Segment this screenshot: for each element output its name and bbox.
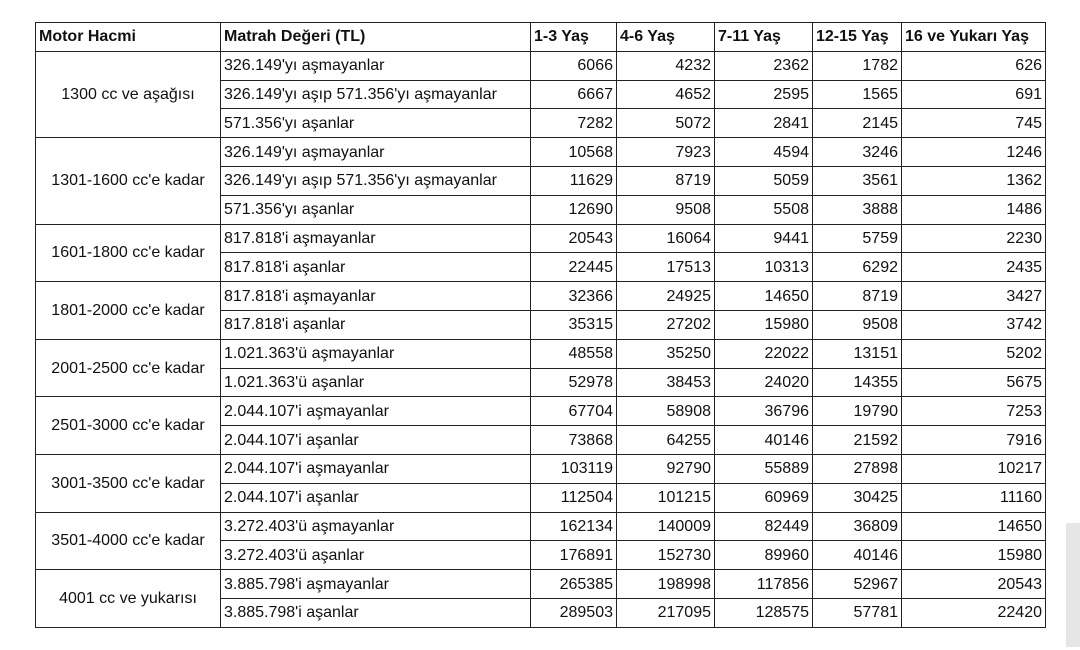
table-row [36, 397, 1046, 426]
tax-base-cell: 817.818'i aşmayanlar [221, 224, 531, 253]
engine-cell: 1301-1600 cc'e kadar [36, 138, 221, 224]
tax-amount-cell: 21592 [813, 426, 902, 455]
tax-amount-cell: 27898 [813, 454, 902, 483]
tax-amount-cell: 36796 [715, 397, 813, 426]
tax-amount-cell: 7253 [902, 397, 1046, 426]
mtv-table [35, 22, 1046, 628]
tax-amount-cell: 8719 [813, 282, 902, 311]
engine-cell: 4001 cc ve yukarısı [36, 570, 221, 628]
tax-amount-cell: 691 [902, 80, 1046, 109]
header-age-16-plus: 16 ve Yukarı Yaş [902, 23, 1046, 52]
tax-amount-cell: 22022 [715, 339, 813, 368]
tax-amount-cell: 745 [902, 109, 1046, 138]
header-age-4-6: 4-6 Yaş [617, 23, 715, 52]
tax-amount-cell: 3246 [813, 138, 902, 167]
tax-amount-cell: 5202 [902, 339, 1046, 368]
tax-amount-cell: 17513 [617, 253, 715, 282]
tax-amount-cell: 6066 [531, 51, 617, 80]
tax-base-cell: 326.149'yı aşmayanlar [221, 51, 531, 80]
tax-amount-cell: 4594 [715, 138, 813, 167]
tax-amount-cell: 36809 [813, 512, 902, 541]
tax-amount-cell: 2145 [813, 109, 902, 138]
tax-base-cell: 817.818'i aşmayanlar [221, 282, 531, 311]
tax-amount-cell: 10217 [902, 454, 1046, 483]
tax-amount-cell: 5508 [715, 195, 813, 224]
tax-amount-cell: 73868 [531, 426, 617, 455]
tax-amount-cell: 112504 [531, 483, 617, 512]
scrollbar[interactable] [1066, 523, 1080, 647]
tax-base-cell: 3.885.798'i aşanlar [221, 598, 531, 627]
tax-amount-cell: 14650 [715, 282, 813, 311]
tax-base-cell: 326.149'yı aşıp 571.356'yı aşmayanlar [221, 166, 531, 195]
tax-amount-cell: 9441 [715, 224, 813, 253]
tax-amount-cell: 8719 [617, 166, 715, 195]
tax-amount-cell: 152730 [617, 541, 715, 570]
tax-base-cell: 1.021.363'ü aşanlar [221, 368, 531, 397]
engine-cell: 1300 cc ve aşağısı [36, 51, 221, 137]
tax-base-cell: 1.021.363'ü aşmayanlar [221, 339, 531, 368]
tax-base-cell: 817.818'i aşanlar [221, 253, 531, 282]
tax-amount-cell: 27202 [617, 310, 715, 339]
tax-amount-cell: 35315 [531, 310, 617, 339]
tax-amount-cell: 15980 [715, 310, 813, 339]
tax-amount-cell: 1486 [902, 195, 1046, 224]
tax-amount-cell: 3561 [813, 166, 902, 195]
tax-amount-cell: 22420 [902, 598, 1046, 627]
tax-amount-cell: 6292 [813, 253, 902, 282]
tax-amount-cell: 19790 [813, 397, 902, 426]
table-row [36, 282, 1046, 311]
tax-amount-cell: 12690 [531, 195, 617, 224]
tax-base-cell: 571.356'yı aşanlar [221, 109, 531, 138]
tax-base-cell: 3.272.403'ü aşmayanlar [221, 512, 531, 541]
tax-amount-cell: 7916 [902, 426, 1046, 455]
header-age-7-11: 7-11 Yaş [715, 23, 813, 52]
tax-amount-cell: 2362 [715, 51, 813, 80]
tax-amount-cell: 626 [902, 51, 1046, 80]
engine-cell: 2001-2500 cc'e kadar [36, 339, 221, 397]
tax-base-cell: 3.885.798'i aşmayanlar [221, 570, 531, 599]
table-row [36, 339, 1046, 368]
tax-amount-cell: 5059 [715, 166, 813, 195]
tax-base-cell: 2.044.107'i aşmayanlar [221, 397, 531, 426]
tax-amount-cell: 289503 [531, 598, 617, 627]
tax-amount-cell: 5072 [617, 109, 715, 138]
engine-cell: 3001-3500 cc'e kadar [36, 454, 221, 512]
tax-amount-cell: 1565 [813, 80, 902, 109]
tax-amount-cell: 3742 [902, 310, 1046, 339]
tax-amount-cell: 7282 [531, 109, 617, 138]
tax-amount-cell: 22445 [531, 253, 617, 282]
tax-amount-cell: 32366 [531, 282, 617, 311]
table-row [36, 512, 1046, 541]
engine-cell: 3501-4000 cc'e kadar [36, 512, 221, 570]
tax-amount-cell: 10568 [531, 138, 617, 167]
tax-amount-cell: 16064 [617, 224, 715, 253]
header-age-1-3: 1-3 Yaş [531, 23, 617, 52]
tax-amount-cell: 176891 [531, 541, 617, 570]
tax-amount-cell: 52967 [813, 570, 902, 599]
tax-base-cell: 3.272.403'ü aşanlar [221, 541, 531, 570]
tax-base-cell: 326.149'yı aşmayanlar [221, 138, 531, 167]
tax-amount-cell: 82449 [715, 512, 813, 541]
tax-amount-cell: 5759 [813, 224, 902, 253]
tax-amount-cell: 48558 [531, 339, 617, 368]
table-row [36, 570, 1046, 599]
header-base: Matrah Değeri (TL) [221, 23, 531, 52]
tax-amount-cell: 1246 [902, 138, 1046, 167]
tax-amount-cell: 11160 [902, 483, 1046, 512]
tax-amount-cell: 20543 [531, 224, 617, 253]
tax-amount-cell: 217095 [617, 598, 715, 627]
tax-amount-cell: 57781 [813, 598, 902, 627]
tax-base-cell: 2.044.107'i aşanlar [221, 483, 531, 512]
engine-cell: 1801-2000 cc'e kadar [36, 282, 221, 340]
tax-amount-cell: 101215 [617, 483, 715, 512]
tax-amount-cell: 2841 [715, 109, 813, 138]
tax-amount-cell: 38453 [617, 368, 715, 397]
tax-amount-cell: 6667 [531, 80, 617, 109]
tax-amount-cell: 3427 [902, 282, 1046, 311]
table-row [36, 138, 1046, 167]
tax-amount-cell: 58908 [617, 397, 715, 426]
tax-amount-cell: 9508 [617, 195, 715, 224]
tax-amount-cell: 11629 [531, 166, 617, 195]
tax-base-cell: 2.044.107'i aşanlar [221, 426, 531, 455]
tax-amount-cell: 4652 [617, 80, 715, 109]
tax-amount-cell: 7923 [617, 138, 715, 167]
tax-amount-cell: 14650 [902, 512, 1046, 541]
tax-amount-cell: 9508 [813, 310, 902, 339]
tax-amount-cell: 30425 [813, 483, 902, 512]
table-row [36, 454, 1046, 483]
tax-amount-cell: 10313 [715, 253, 813, 282]
tax-amount-cell: 92790 [617, 454, 715, 483]
tax-amount-cell: 14355 [813, 368, 902, 397]
tax-amount-cell: 3888 [813, 195, 902, 224]
tax-amount-cell: 89960 [715, 541, 813, 570]
tax-amount-cell: 265385 [531, 570, 617, 599]
tax-base-cell: 326.149'yı aşıp 571.356'yı aşmayanlar [221, 80, 531, 109]
tax-amount-cell: 60969 [715, 483, 813, 512]
tax-amount-cell: 2435 [902, 253, 1046, 282]
header-engine: Motor Hacmi [36, 23, 221, 52]
tax-amount-cell: 20543 [902, 570, 1046, 599]
tax-amount-cell: 55889 [715, 454, 813, 483]
tax-amount-cell: 5675 [902, 368, 1046, 397]
tax-amount-cell: 1782 [813, 51, 902, 80]
tax-amount-cell: 52978 [531, 368, 617, 397]
tax-amount-cell: 4232 [617, 51, 715, 80]
tax-amount-cell: 24925 [617, 282, 715, 311]
tax-amount-cell: 2595 [715, 80, 813, 109]
tax-amount-cell: 103119 [531, 454, 617, 483]
tax-base-cell: 817.818'i aşanlar [221, 310, 531, 339]
engine-cell: 1601-1800 cc'e kadar [36, 224, 221, 282]
table-body [36, 51, 1046, 627]
tax-amount-cell: 117856 [715, 570, 813, 599]
tax-amount-cell: 40146 [813, 541, 902, 570]
table-row [36, 51, 1046, 80]
tax-amount-cell: 35250 [617, 339, 715, 368]
tax-amount-cell: 162134 [531, 512, 617, 541]
tax-amount-cell: 24020 [715, 368, 813, 397]
tax-amount-cell: 1362 [902, 166, 1046, 195]
tax-base-cell: 2.044.107'i aşmayanlar [221, 454, 531, 483]
tax-amount-cell: 2230 [902, 224, 1046, 253]
table-row [36, 224, 1046, 253]
engine-cell: 2501-3000 cc'e kadar [36, 397, 221, 455]
header-row [36, 23, 1046, 52]
tax-amount-cell: 140009 [617, 512, 715, 541]
header-age-12-15: 12-15 Yaş [813, 23, 902, 52]
tax-amount-cell: 15980 [902, 541, 1046, 570]
tax-amount-cell: 198998 [617, 570, 715, 599]
tax-amount-cell: 40146 [715, 426, 813, 455]
tax-amount-cell: 128575 [715, 598, 813, 627]
tax-base-cell: 571.356'yı aşanlar [221, 195, 531, 224]
tax-amount-cell: 67704 [531, 397, 617, 426]
tax-amount-cell: 64255 [617, 426, 715, 455]
tax-amount-cell: 13151 [813, 339, 902, 368]
